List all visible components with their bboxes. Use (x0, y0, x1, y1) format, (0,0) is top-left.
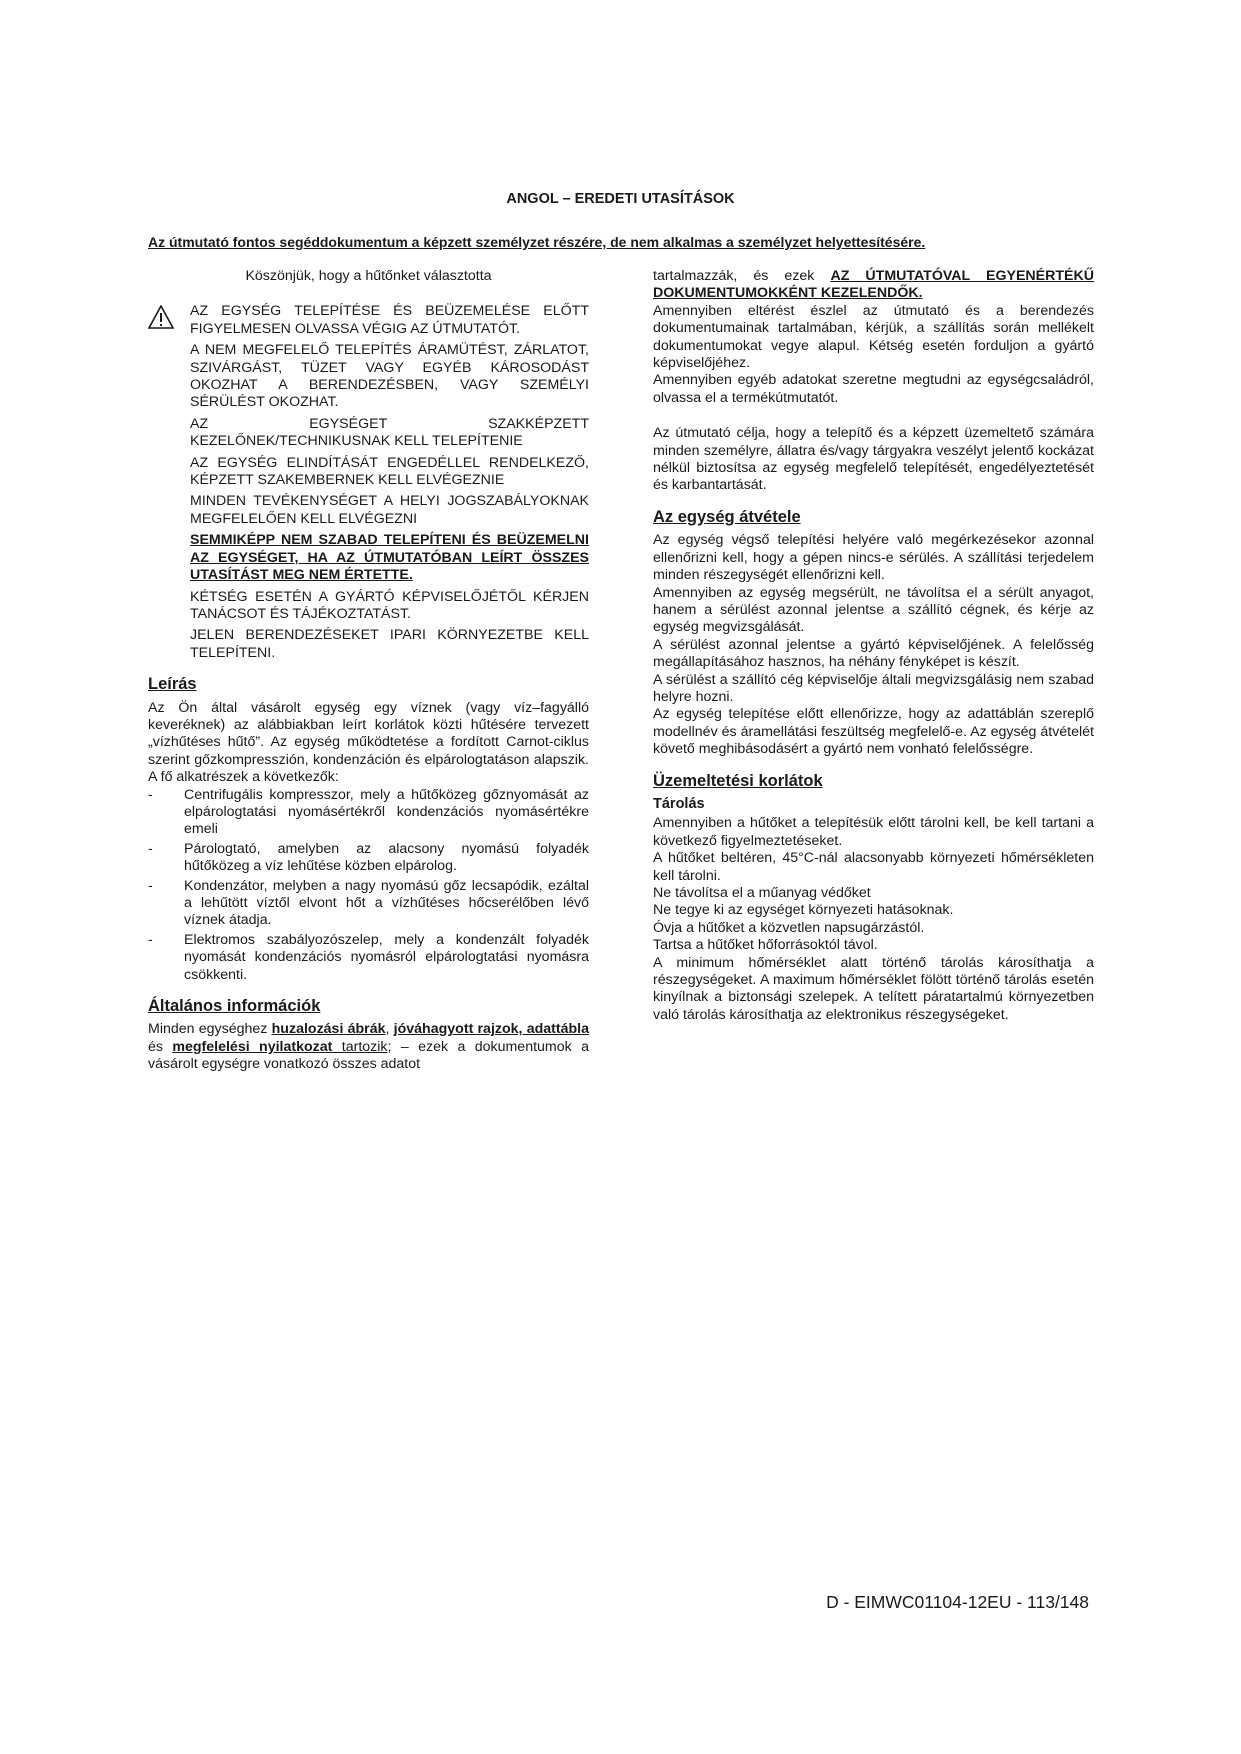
intro-notice: Az útmutató fontos segéddokumentum a képzett személyzet részére, de nem alkalmas a személyzet helyettesítésére. (148, 234, 926, 250)
warning-text: JELEN BERENDEZÉSEKET IPARI KÖRNYEZETBE KELL TELEPÍTENI. (190, 627, 589, 661)
list-item: - Elektromos szabályozószelep, mely a kondenzált folyadék nyomását kondenzációs nyomásról elpárologtatási nyomásra csökkenti. (148, 932, 589, 984)
list-item: - Kondenzátor, melyben a nagy nyomású gőz lecsapódik, ezáltal a lehűtött víztől elvont hőt a vízhűtéses hőcserélőben lévő víznek átadja. (148, 878, 589, 930)
section-heading-atvetel: Az egység átvétele (653, 507, 801, 526)
tarolas-text: A hűtőket beltéren, 45°C-nál alacsonyabb környezeti hőmérsékleten kell tárolni. (653, 850, 1094, 884)
continuation-text: Amennyiben eltérést észlel az útmutató és a berendezés dokumentumainak tartalmában, kérjük, a szállítás során mellékelt dokumentumokat vegye alapul. Kétség esetén forduljon a gyártó képviselőjéhez. (653, 302, 1094, 372)
list-item: - Párologtató, amelyben az alacsony nyomású folyadék hűtőközeg a víz lehűtése közben elpárolog. (148, 841, 589, 876)
leiras-text: Az Ön által vásárolt egység egy víznek (vagy víz–fagyálló keveréknek) az alábbiakban leírt korlátok közti hűtésére tervezett „vízhűtéses hűtő”. Az egység működtetése a fordított Carnot-ciklus szerint gőzkompresszión, kondenzáción és elpárologtatáson alapszik. A fő alkatrészek a következők: (148, 699, 589, 786)
warning-text-emphasis: SEMMIKÉPP NEM SZABAD TELEPÍTENI ÉS BEÜZEMELNI AZ EGYSÉGET, HA AZ ÚTMUTATÓBAN LEÍRT ÖSSZES UTASÍTÁST MEG NEM ÉRTETTE. (190, 532, 589, 584)
thanks-line: Köszönjük, hogy a hűtőnket választotta (245, 268, 492, 284)
section-heading-korlatok: Üzemeltetési korlátok (653, 771, 823, 790)
tarolas-text: Tartsa a hűtőket hőforrásoktól távol. (653, 937, 878, 954)
components-list (148, 787, 589, 984)
atvetel-text: Az egység végső telepítési helyére való megérkezésekor azonnal ellenőrizni kell, hogy a gépen nincs-e sérülés. A szállítási terjedelem minden részegységét ellenőrizni kell. (653, 532, 1094, 584)
warning-text: AZ EGYSÉG ELINDÍTÁSÁT ENGEDÉLLEL RENDELKEZŐ, KÉPZETT SZAKEMBERNEK KELL ELVÉGEZNIE (190, 454, 589, 489)
warning-triangle-icon (148, 305, 174, 329)
page-footer: D - EIMWC01104-12EU - 113/148 (826, 1592, 1089, 1612)
page-title: ANGOL – EREDETI UTASÍTÁSOK (506, 191, 735, 207)
warning-text: MINDEN TEVÉKENYSÉGET A HELYI JOGSZABÁLYOKNAK MEGFELELŐEN KELL ELVÉGEZNI (190, 493, 589, 527)
warning-block (148, 303, 589, 662)
purpose-text: Az útmutató célja, hogy a telepítő és a képzett üzemeltető számára minden személyre, állatra és/vagy tárgyakra veszélyt jelentő kockázat nélkül biztosítsa az egység megfelelő telepítését, engedélyeztetését és karbantartását. (653, 425, 1094, 494)
tarolas-text: Amennyiben a hűtőket a telepítésük előtt tárolni kell, be kell tartani a következő figyelmeztetéseket. (653, 815, 1094, 849)
tarolas-text: Ne távolítsa el a műanyag védőket (653, 885, 871, 901)
warning-text: KÉTSÉG ESETÉN A GYÁRTÓ KÉPVISELŐJÉTŐL KÉRJEN TANÁCSOT ÉS TÁJÉKOZTATÁST. (190, 588, 589, 622)
section-heading-altalanos: Általános információk (148, 997, 321, 1016)
warning-text: AZ EGYSÉGET SZAKKÉPZETT KEZELŐNEK/TECHNIKUSNAK KELL TELEPÍTENIE (190, 415, 589, 450)
atvetel-text: A sérülést azonnal jelentse a gyártó képviselőjének. A felelősség megállapításához hasznos, ha néhány fényképet is készít. (653, 636, 1094, 671)
warning-text: AZ EGYSÉG TELEPÍTÉSE ÉS BEÜZEMELÉSE ELŐTT FIGYELMESEN OLVASSA VÉGIG AZ ÚTMUTATÓT. (190, 303, 589, 337)
tarolas-text: Óvja a hűtőket a közvetlen napsugárzástól. (653, 919, 925, 936)
continuation-text: Amennyiben egyéb adatokat szeretne megtudni az egységcsaládról, olvassa el a termékútmutatót. (653, 372, 1094, 406)
tarolas-text: A minimum hőmérséklet alatt történő tárolás károsíthatja a részegységeket. A maximum hőmérséklet fölött történő tárolás esetén kinyílnak a biztonsági szelepek. A telített páratartalmú környezetben való tárolás károsíthatja az elektronikus részegységeket. (653, 954, 1094, 1023)
list-item: - Centrifugális kompresszor, mely a hűtőközeg gőznyomását az elpárologtatási nyomásértékről kondenzációs nyomásértékre emeli (148, 787, 589, 839)
atvetel-text: Az egység telepítése előtt ellenőrizze, hogy az adattáblán szereplő modellnév és áramellátási feszültség megfelelő-e. Az egység átvételét követő meghibásodásért a gyártó nem vonható felelősségre. (653, 706, 1094, 758)
subheading-tarolas: Tárolás (653, 795, 705, 812)
atvetel-text: Amennyiben az egység megsérült, ne távolítsa el a sérült anyagot, hanem a sérülést azonnal jelentse a szállító cégnek, és kérje az egység megvizsgálását. (653, 584, 1094, 636)
section-heading-leiras: Leírás (148, 675, 197, 694)
continuation-text: tartalmazzák, és ezek AZ ÚTMUTATÓVAL EGYENÉRTÉKŰ DOKUMENTUMOKKÉNT KEZELENDŐK. (653, 268, 1094, 302)
warning-text: A NEM MEGFELELŐ TELEPÍTÉS ÁRAMÜTÉST, ZÁRLATOT, SZIVÁRGÁST, TÜZET VAGY EGYÉB KÁROSODÁST OKOZHAT A BERENDEZÉSBEN, VAGY SZEMÉLYI SÉRÜLÉST OKOZHAT. (190, 342, 589, 411)
altalanos-text: Minden egységhez huzalozási ábrák, jóváhagyott rajzok, adattábla és megfelelési nyilatkozat tartozik; – ezek a dokumentumok a vásárolt egységre vonatkozó összes adatot (148, 1021, 589, 1073)
tarolas-text: Ne tegye ki az egységet környezeti hatásoknak. (653, 902, 954, 919)
left-column (148, 268, 589, 1074)
right-column (653, 268, 1094, 1024)
atvetel-text: A sérülést a szállító cég képviselője általi megvizsgálásig nem szabad helyre hozni. (653, 671, 1094, 705)
